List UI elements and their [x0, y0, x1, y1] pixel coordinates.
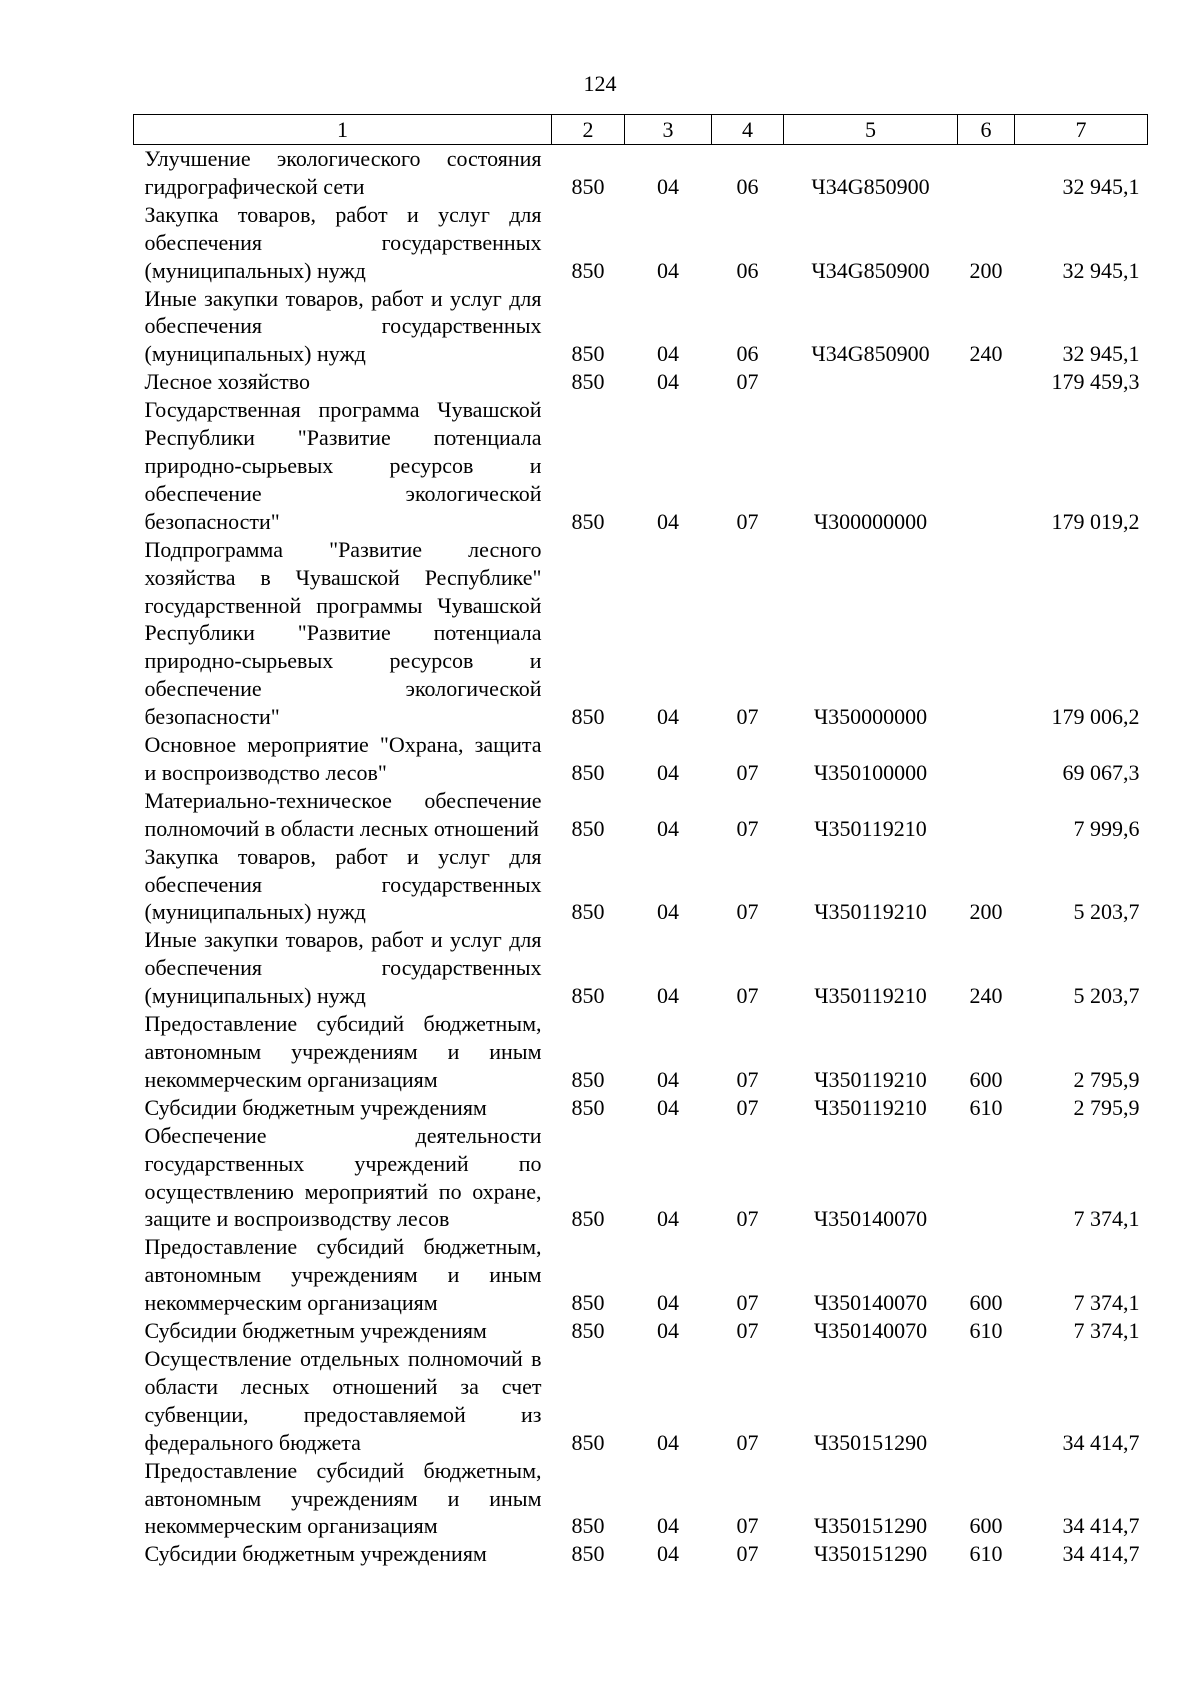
row-main-admin-code: 850 [571, 1066, 605, 1092]
row-target-article-code: Ч350140070 [813, 1318, 928, 1344]
table-row [134, 1317, 1148, 1345]
row-main-admin-code: 850 [571, 257, 605, 283]
row-section-code: 04 [657, 1513, 679, 1539]
row-main-admin-code: 850 [571, 173, 605, 199]
row-expense-type-code: 200 [969, 899, 1003, 925]
row-section-code: 04 [657, 1541, 679, 1567]
row-main-admin-code: 850 [571, 1429, 605, 1455]
row-target-article-code: Ч350119210 [814, 899, 927, 925]
row-name: Субсидии бюджетным учреждениям [144, 1318, 487, 1344]
row-main-admin-code: 850 [571, 1206, 605, 1232]
row-name: Государственная программа Чувашской Республики "Развитие потенциала природно-сырьевых ресурсов и обеспечение экологической безопасности" [144, 397, 542, 534]
row-subsection-code: 07 [736, 1290, 759, 1316]
row-amount: 7 374,1 [1073, 1318, 1140, 1344]
row-main-admin-code: 850 [571, 1290, 605, 1316]
row-main-admin-code: 850 [571, 1541, 605, 1567]
row-expense-type-code [958, 1345, 1015, 1457]
row-target-article-code: Ч34G850900 [811, 257, 930, 283]
row-name: Предоставление субсидий бюджетным, автономным учреждениям и иным некоммерческим организациям [144, 1457, 542, 1539]
row-section-code: 04 [657, 1066, 679, 1092]
row-name: Предоставление субсидий бюджетным, автономным учреждениям и иным некоммерческим организациям [144, 1011, 542, 1092]
row-main-admin-code: 850 [571, 983, 605, 1009]
row-subsection-code: 07 [736, 508, 759, 534]
row-name: Лесное хозяйство [144, 369, 311, 395]
row-expense-type-code: 610 [969, 1541, 1003, 1567]
header-col-3: 3 [625, 115, 712, 145]
row-section-code: 04 [657, 508, 679, 534]
row-amount: 2 795,9 [1073, 1094, 1140, 1120]
row-subsection-code: 07 [736, 899, 759, 925]
row-expense-type-code [958, 145, 1015, 201]
row-expense-type-code [958, 536, 1015, 731]
row-section-code: 04 [657, 899, 679, 925]
header-row [134, 115, 1148, 145]
row-expense-type-code [958, 787, 1015, 843]
row-target-article-code: Ч350151290 [813, 1541, 928, 1567]
row-target-article-code: Ч34G850900 [811, 341, 930, 367]
row-expense-type-code: 610 [969, 1094, 1003, 1120]
row-section-code: 04 [657, 759, 679, 785]
row-subsection-code: 06 [736, 173, 759, 199]
row-name: Иные закупки товаров, работ и услуг для обеспечения государственных (муниципальных) нужд [144, 285, 542, 367]
row-amount: 5 203,7 [1073, 983, 1140, 1009]
table-row [134, 1540, 1148, 1568]
row-subsection-code: 07 [736, 1318, 759, 1344]
row-expense-type-code [958, 731, 1015, 787]
row-target-article-code: Ч300000000 [813, 508, 928, 534]
header-col-1: 1 [134, 115, 552, 145]
row-target-article-code: Ч350140070 [813, 1206, 928, 1232]
row-amount: 32 945,1 [1062, 257, 1140, 283]
row-main-admin-code: 850 [571, 508, 605, 534]
row-section-code: 04 [657, 369, 679, 395]
row-subsection-code: 07 [736, 983, 759, 1009]
row-main-admin-code: 850 [571, 815, 605, 841]
row-target-article-code [784, 368, 958, 396]
row-subsection-code: 07 [736, 1066, 759, 1092]
table-row [134, 926, 1148, 1010]
row-amount: 179 019,2 [1051, 508, 1140, 534]
row-section-code: 04 [657, 704, 679, 730]
table-row [134, 1345, 1148, 1457]
table-row [134, 731, 1148, 787]
row-section-code: 04 [657, 1429, 679, 1455]
row-amount: 32 945,1 [1062, 341, 1140, 367]
budget-table [133, 114, 1148, 1568]
table-header [134, 115, 1148, 145]
row-amount: 2 795,9 [1073, 1066, 1140, 1092]
row-subsection-code: 07 [736, 815, 759, 841]
row-subsection-code: 07 [736, 759, 759, 785]
row-expense-type-code: 240 [969, 983, 1003, 1009]
row-expense-type-code: 600 [969, 1290, 1003, 1316]
row-section-code: 04 [657, 1318, 679, 1344]
row-name: Закупка товаров, работ и услуг для обеспечения государственных (муниципальных) нужд [144, 201, 542, 283]
row-amount: 7 374,1 [1073, 1290, 1140, 1316]
row-subsection-code: 07 [736, 1094, 759, 1120]
row-section-code: 04 [657, 257, 679, 283]
row-amount: 179 006,2 [1051, 704, 1140, 730]
row-name: Подпрограмма "Развитие лесного хозяйства в Чувашской Республике" государственной программы Чувашской Республики "Развитие потенциала природно-сырьевых ресурсов и обеспечение экологической безопасности" [144, 536, 542, 730]
row-amount: 7 999,6 [1073, 815, 1140, 841]
table-row [134, 1094, 1148, 1122]
row-main-admin-code: 850 [571, 1513, 605, 1539]
row-name: Субсидии бюджетным учреждениям [144, 1094, 487, 1120]
row-main-admin-code: 850 [571, 704, 605, 730]
table-row [134, 1457, 1148, 1541]
row-main-admin-code: 850 [571, 759, 605, 785]
row-target-article-code: Ч350151290 [813, 1429, 928, 1455]
table-row [134, 285, 1148, 369]
table-row [134, 368, 1148, 396]
table-row [134, 843, 1148, 927]
row-main-admin-code: 850 [571, 369, 605, 395]
table-row [134, 536, 1148, 731]
row-section-code: 04 [657, 341, 679, 367]
table-row [134, 1122, 1148, 1234]
table-row [134, 396, 1148, 536]
table-row [134, 1233, 1148, 1317]
row-name: Материально-техническое обеспечение полномочий в области лесных отношений [144, 787, 542, 841]
row-expense-type-code: 600 [969, 1066, 1003, 1092]
row-subsection-code: 07 [736, 1513, 759, 1539]
row-target-article-code: Ч350140070 [813, 1290, 928, 1316]
row-subsection-code: 07 [736, 1541, 759, 1567]
row-subsection-code: 06 [736, 257, 759, 283]
row-name: Основное мероприятие "Охрана, защита и воспроизводство лесов" [144, 732, 542, 785]
row-target-article-code: Ч350119210 [814, 815, 927, 841]
table-row [134, 201, 1148, 285]
row-target-article-code: Ч350119210 [814, 1094, 927, 1120]
row-subsection-code: 07 [736, 704, 759, 730]
row-main-admin-code: 850 [571, 1094, 605, 1120]
row-expense-type-code: 610 [969, 1318, 1003, 1344]
row-amount: 69 067,3 [1062, 759, 1140, 785]
row-main-admin-code: 850 [571, 899, 605, 925]
row-main-admin-code: 850 [571, 1318, 605, 1344]
row-section-code: 04 [657, 1290, 679, 1316]
row-amount: 34 414,7 [1062, 1429, 1140, 1455]
row-name: Осуществление отдельных полномочий в области лесных отношений за счет субвенции, предоставляемой из федерального бюджета [144, 1345, 542, 1455]
row-expense-type-code [958, 368, 1015, 396]
row-name: Иные закупки товаров, работ и услуг для обеспечения государственных (муниципальных) нужд [144, 927, 542, 1009]
row-section-code: 04 [657, 1094, 679, 1120]
row-section-code: 04 [657, 173, 679, 199]
row-section-code: 04 [657, 815, 679, 841]
row-section-code: 04 [657, 983, 679, 1009]
row-section-code: 04 [657, 1206, 679, 1232]
header-col-4: 4 [712, 115, 784, 145]
row-main-admin-code: 850 [571, 341, 605, 367]
row-amount: 179 459,3 [1051, 369, 1140, 395]
row-subsection-code: 07 [736, 1206, 759, 1232]
header-col-6: 6 [958, 115, 1015, 145]
row-subsection-code: 06 [736, 341, 759, 367]
row-expense-type-code [958, 1122, 1015, 1234]
row-name: Предоставление субсидий бюджетным, автономным учреждениям и иным некоммерческим организациям [144, 1234, 542, 1316]
table-row [134, 787, 1148, 843]
row-target-article-code: Ч350119210 [814, 1066, 927, 1092]
table-row [134, 145, 1148, 201]
row-expense-type-code: 200 [969, 257, 1003, 283]
row-target-article-code: Ч350100000 [813, 759, 928, 785]
row-amount: 34 414,7 [1062, 1541, 1140, 1567]
row-expense-type-code: 600 [969, 1513, 1003, 1539]
table-row [134, 1010, 1148, 1094]
row-target-article-code: Ч350000000 [813, 704, 928, 730]
row-name: Обеспечение деятельности государственных учреждений по осуществлению мероприятий по охране, защите и воспроизводству лесов [144, 1122, 542, 1232]
header-col-7: 7 [1015, 115, 1148, 145]
row-subsection-code: 07 [736, 1429, 759, 1455]
row-name: Закупка товаров, работ и услуг для обеспечения государственных (муниципальных) нужд [144, 843, 542, 925]
row-amount: 7 374,1 [1073, 1206, 1140, 1232]
row-target-article-code: Ч34G850900 [811, 173, 930, 199]
header-col-5: 5 [784, 115, 958, 145]
row-subsection-code: 07 [736, 369, 759, 395]
row-amount: 5 203,7 [1073, 899, 1140, 925]
header-col-2: 2 [552, 115, 625, 145]
row-target-article-code: Ч350151290 [813, 1513, 928, 1539]
row-name: Улучшение экологического состояния гидрографической сети [144, 146, 542, 199]
row-amount: 34 414,7 [1062, 1513, 1140, 1539]
row-amount: 32 945,1 [1062, 173, 1140, 199]
table-body [134, 145, 1148, 1569]
page-number: 124 [583, 71, 617, 96]
row-target-article-code: Ч350119210 [814, 983, 927, 1009]
row-name: Субсидии бюджетным учреждениям [144, 1541, 487, 1567]
row-expense-type-code [958, 396, 1015, 536]
row-expense-type-code: 240 [969, 341, 1003, 367]
